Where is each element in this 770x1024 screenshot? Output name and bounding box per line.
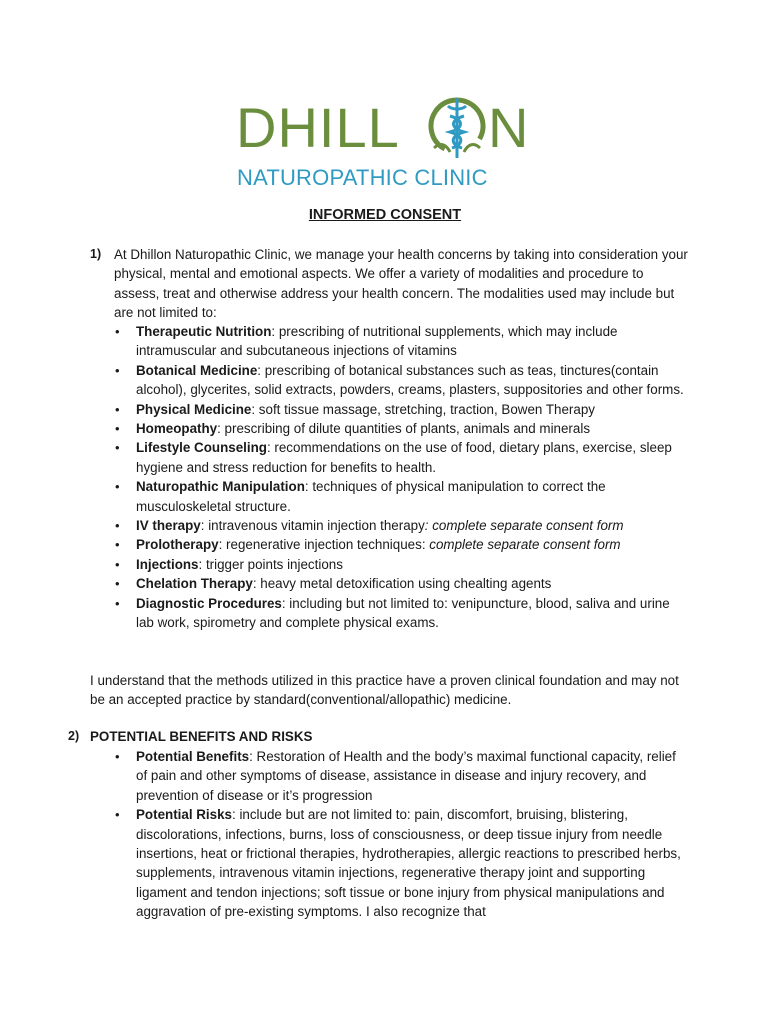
bullet-icon: • — [115, 537, 120, 553]
clinic-logo — [236, 92, 536, 194]
bullet-icon: • — [115, 324, 120, 339]
section-1-number: 1) — [90, 247, 102, 261]
logo-wordmark-right: N — [488, 96, 530, 159]
bullet-icon: • — [115, 807, 120, 823]
list-item: • Physical Medicine: soft tissue massage, stretching, traction, Bowen Therapy — [136, 400, 688, 419]
logo-subtitle: NATUROPATHIC CLINIC — [237, 165, 488, 190]
bullet-icon: • — [115, 479, 120, 495]
list-item: • Chelation Therapy: heavy metal detoxification using chealting agents — [136, 574, 688, 593]
bullet-icon: • — [115, 440, 120, 456]
list-item: • Therapeutic Nutrition: prescribing of nutritional supplements, which may include intramuscular and subcutaneous injections of vitamins — [115, 324, 618, 359]
list-item: • Potential Risks: include but are not limited to: pain, discomfort, bruising, blistering, discolorations, infections, burns, loss of consciousness, or deep tissue injury from needle insertions, heat or frictional therapies, hydrotherapies, allergic reactions to prescribed herbs, supplements, intravenous vitamin injections, regenerative therapy joint and supporting ligament and tendon injections; soft tissue or bone injury from physical manipulations and aggravation of pre-existing symptoms. I also recognize that — [115, 807, 681, 920]
logo-wordmark-left: DHILL — [236, 96, 400, 159]
bullet-icon: • — [115, 518, 120, 534]
section-2-heading: POTENTIAL BENEFITS AND RISKS — [90, 729, 313, 744]
logo-wordmark — [236, 92, 536, 164]
bullet-icon: • — [115, 749, 120, 764]
list-item: • Potential Benefits: Restoration of Health and the body’s maximal functional capacity, relief of pain and other symptoms of disease, assistance in disease and injury recovery, and prevention of disease or it’s progression — [115, 749, 676, 803]
section-2-number: 2) — [68, 729, 80, 743]
list-item: • IV therapy: intravenous vitamin injection therapy: complete separate consent form — [136, 516, 688, 535]
bullet-icon: • — [115, 421, 120, 437]
benefits-risks-list — [115, 747, 688, 922]
list-item: • Botanical Medicine: prescribing of botanical substances such as teas, tinctures(contain alcohol), glycerites, solid extracts, powders, creams, plasters, suppositories and other forms. — [115, 362, 684, 398]
caduceus-icon — [426, 92, 488, 164]
list-item: • Diagnostic Procedures: including but not limited to: venipuncture, blood, saliva and urine lab work, spirometry and complete physical exams. — [115, 595, 670, 631]
bullet-icon: • — [115, 401, 120, 417]
bullet-icon: • — [115, 556, 120, 572]
list-item: • Prolotherapy: regenerative injection techniques: complete separate consent form — [136, 535, 688, 554]
list-item: • Homeopathy: prescribing of dilute quantities of plants, animals and minerals — [136, 419, 688, 438]
page-title: INFORMED CONSENT — [308, 207, 462, 223]
modalities-list — [115, 322, 688, 633]
section-1-intro: At Dhillon Naturopathic Clinic, we manage your health concerns by taking into consideration your physical, mental and emotional aspects. We offer a variety of modalities and procedure to assess, treat and otherwise address your health concern. The modalities used may include but are not limited to: — [114, 247, 688, 321]
bullet-icon: • — [115, 362, 120, 378]
bullet-icon: • — [115, 595, 120, 611]
list-item: • Naturopathic Manipulation: techniques of physical manipulation to correct the musculoskeletal structure. — [115, 479, 606, 514]
bullet-icon: • — [115, 576, 120, 592]
list-item: • Injections: trigger points injections — [136, 555, 688, 574]
list-item: • Lifestyle Counseling: recommendations on the use of food, dietary plans, exercise, sleep hygiene and stress reduction for benefits to health. — [115, 440, 672, 475]
section-1-closing: I understand that the methods utilized in this practice have a proven clinical foundation and may not be an accepted practice by standard(conventional/allopathic) medicine. — [90, 673, 679, 708]
